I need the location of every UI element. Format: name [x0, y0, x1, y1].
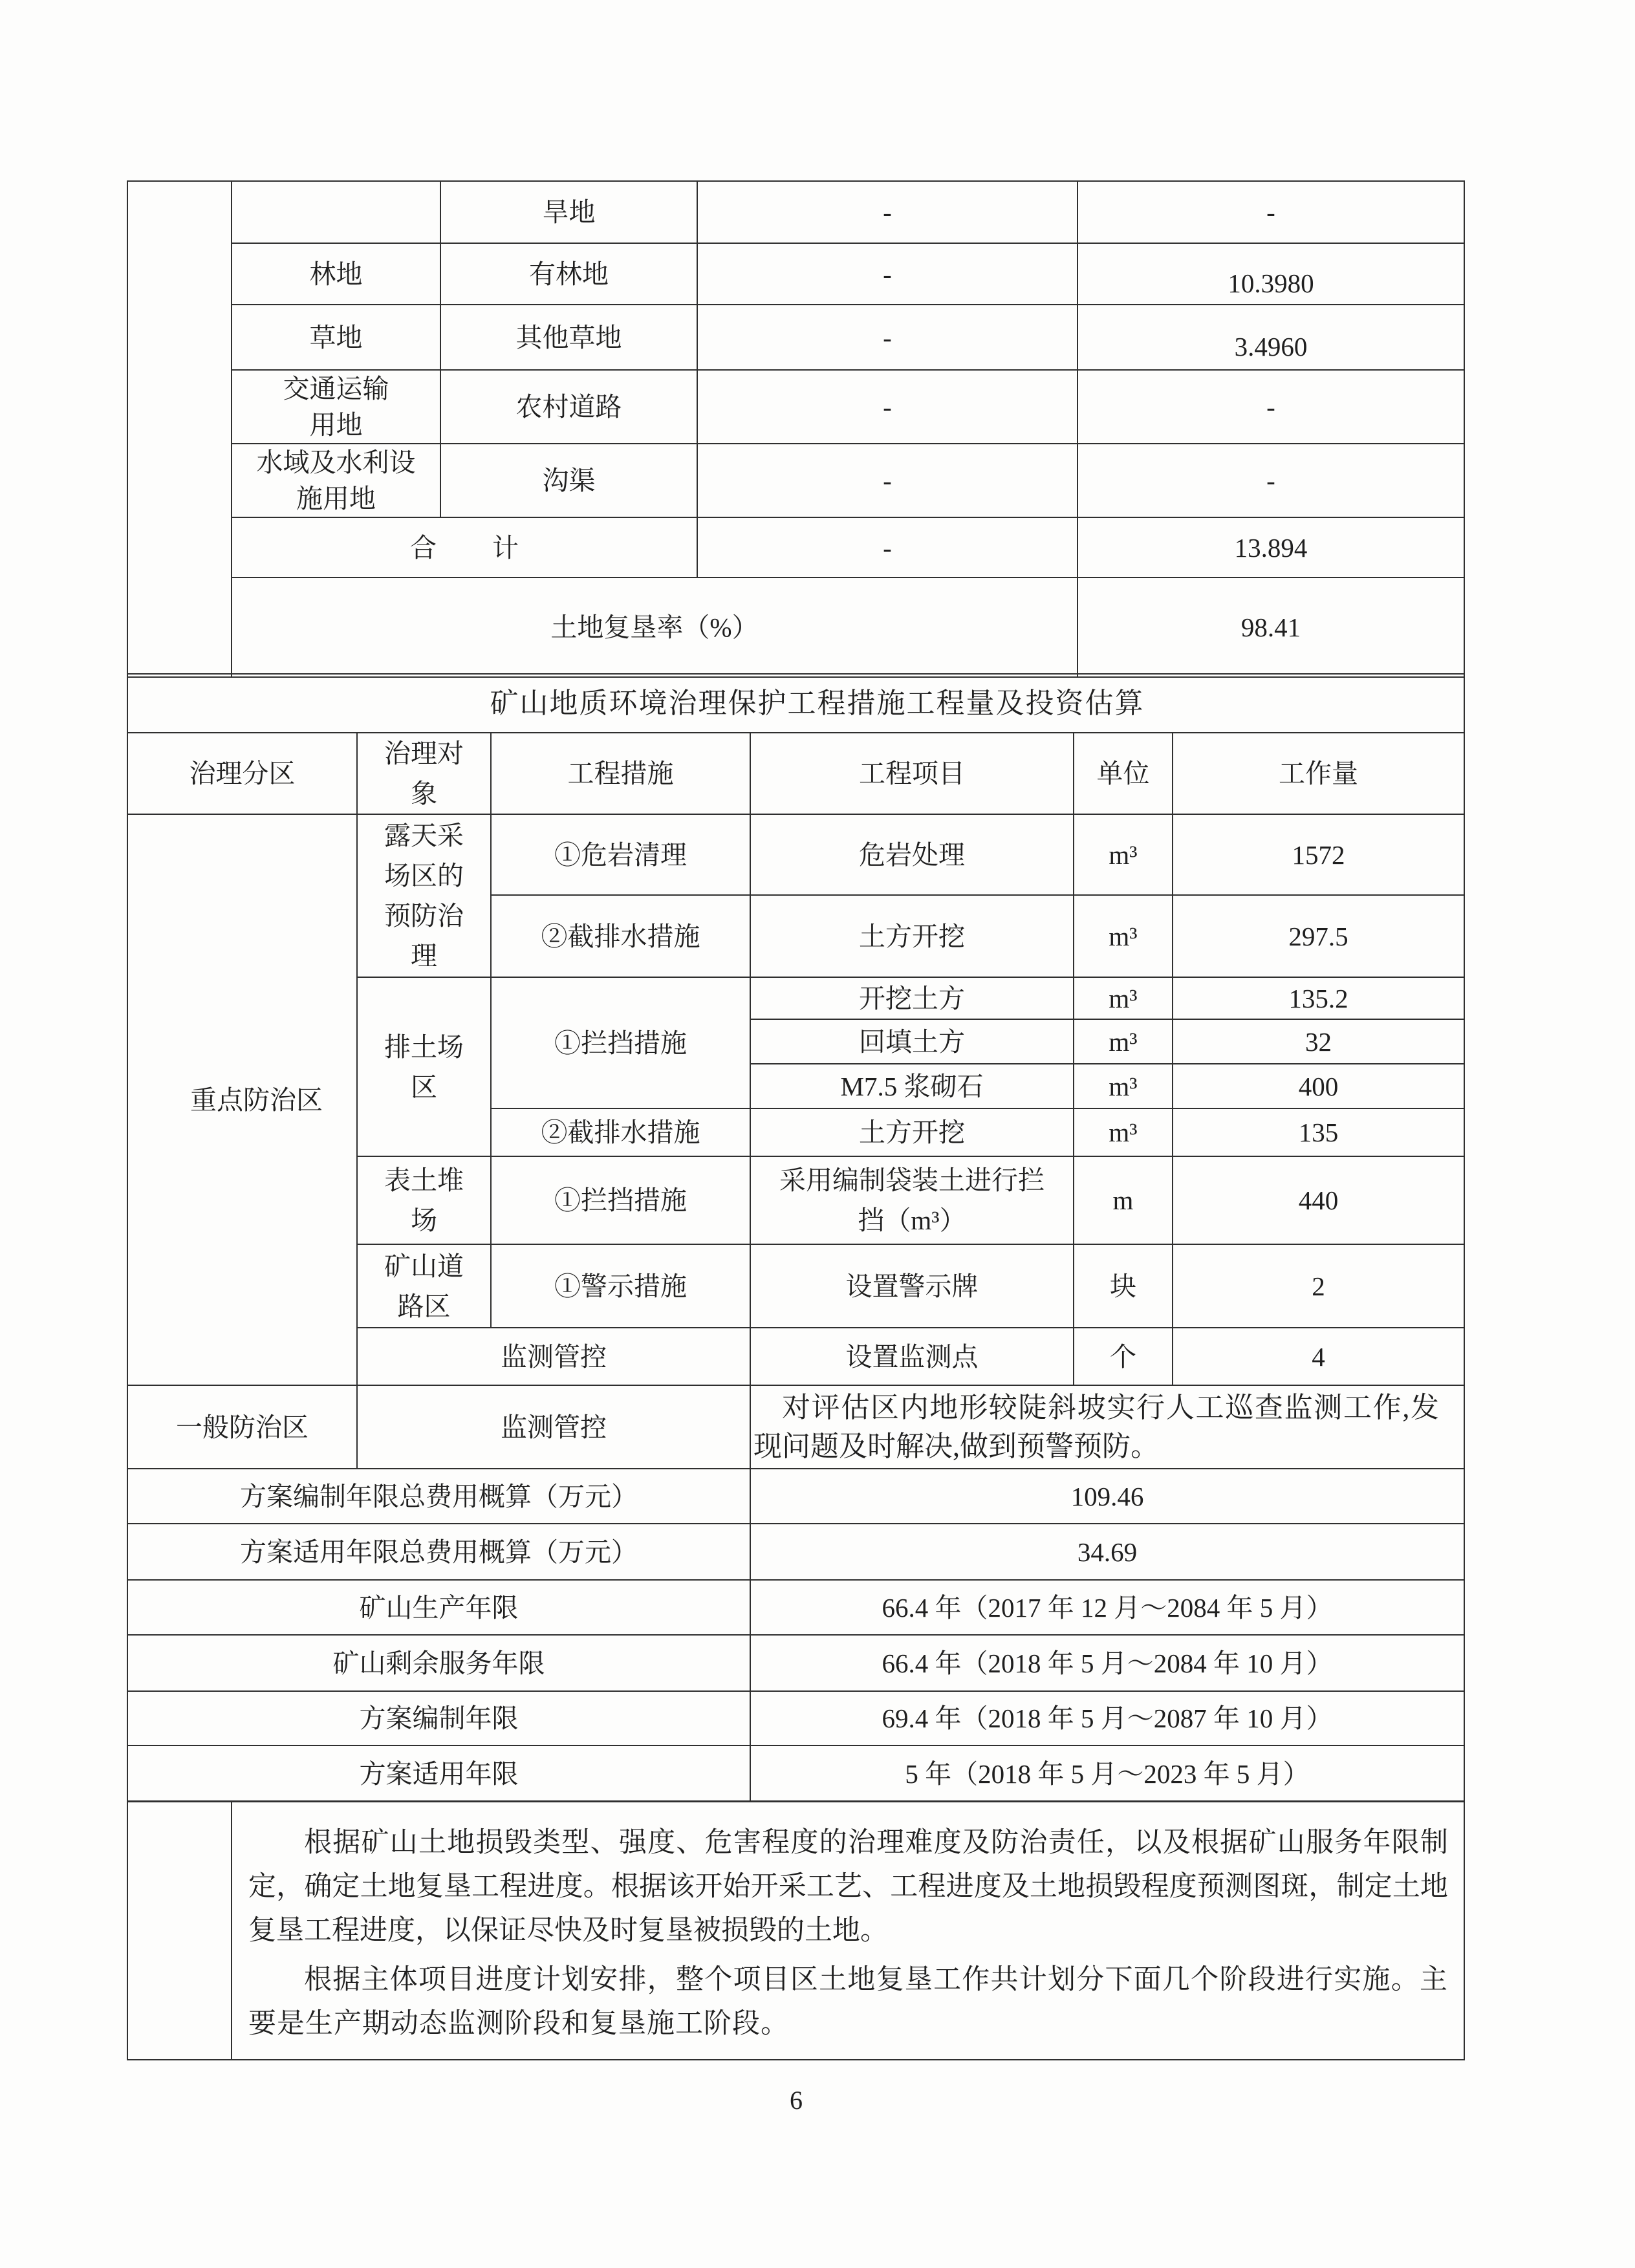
object-cell: 排土场区 [357, 977, 491, 1156]
land-total-value-a: - [697, 517, 1077, 578]
project-cell: 设置监测点 [750, 1328, 1074, 1385]
measure-cell: ①危岩清理 [491, 814, 750, 895]
land-total-value-b: 13.894 [1077, 517, 1464, 578]
object-cell: 矿山道路区 [357, 1244, 491, 1328]
header-measure: 工程措施 [491, 733, 750, 814]
project-cell: 土方开挖 [750, 895, 1074, 977]
summary-value: 69.4 年（2018 年 5 月～2087 年 10 月） [750, 1691, 1464, 1745]
unit-cell: m³ [1074, 895, 1173, 977]
header-project: 工程项目 [750, 733, 1074, 814]
summary-label: 方案编制年限总费用概算（万元） [127, 1469, 750, 1524]
land-total-label: 合 计 [232, 517, 697, 578]
land-subcategory-cell: 有林地 [440, 243, 697, 305]
summary-label: 矿山生产年限 [127, 1580, 750, 1635]
unit-cell: m³ [1074, 814, 1173, 895]
key-zone-cell: 重点防治区 [127, 814, 357, 1385]
schedule-table [127, 1800, 1465, 2060]
quantity-cell: 4 [1173, 1328, 1464, 1385]
reclamation-rate-value: 98.41 [1077, 578, 1464, 677]
table-row [127, 1745, 1464, 1802]
unit-cell: m³ [1074, 1108, 1173, 1156]
land-category-cell: 水域及水利设施用地 [232, 444, 440, 517]
quantity-cell: 135.2 [1173, 977, 1464, 1019]
measure-cell: ②截排水措施 [491, 895, 750, 977]
summary-value: 66.4 年（2017 年 12 月～2084 年 5 月） [750, 1580, 1464, 1635]
schedule-left-blank-cell [127, 1801, 232, 2060]
land-value-a-cell: - [697, 243, 1077, 305]
project-cell: 危岩处理 [750, 814, 1074, 895]
land-subcategory-cell: 农村道路 [440, 370, 697, 444]
land-value-b-cell: 3.4960 [1077, 305, 1464, 370]
unit-cell: m [1074, 1156, 1173, 1244]
schedule-paragraph: 根据矿山土地损毁类型、强度、危害程度的治理难度及防治责任，以及根据矿山服务年限制定，确定土地复垦工程进度。根据该开始开采工艺、工程进度及土地损毁程度预测图斑，制定土地复垦工程进度，以保证尽快及时复垦被损毁的土地。 [248, 1828, 1448, 1946]
land-subcategory-cell: 沟渠 [440, 444, 697, 517]
land-value-a-cell: - [697, 181, 1077, 243]
quantity-cell: 1572 [1173, 814, 1464, 895]
header-zone: 治理分区 [127, 733, 357, 814]
land-value-a-cell: - [697, 305, 1077, 370]
project-cell: 回填土方 [750, 1019, 1074, 1064]
quantity-cell: 135 [1173, 1108, 1464, 1156]
table-row [127, 814, 1464, 895]
table-row [127, 733, 1464, 814]
project-cell: 采用编制袋装土进行拦挡（m³） [750, 1156, 1074, 1244]
table-row [127, 517, 1464, 578]
quantity-cell: 400 [1173, 1064, 1464, 1108]
land-category-cell: 林地 [232, 243, 440, 305]
table-row [127, 1580, 1464, 1635]
land-use-table [127, 180, 1465, 678]
unit-cell: m³ [1074, 1019, 1173, 1064]
project-cell: 土方开挖 [750, 1108, 1074, 1156]
quantity-cell: 32 [1173, 1019, 1464, 1064]
land-value-b-cell: - [1077, 370, 1464, 444]
table-row [127, 1691, 1464, 1745]
project-cell: M7.5 浆砌石 [750, 1064, 1074, 1108]
land-category-cell [232, 181, 440, 243]
summary-label: 方案适用年限总费用概算（万元） [127, 1524, 750, 1580]
schedule-text-cell [232, 1801, 1464, 2060]
summary-value: 66.4 年（2018 年 5 月～2084 年 10 月） [750, 1635, 1464, 1691]
project-cell: 设置警示牌 [750, 1244, 1074, 1328]
table-row [127, 1385, 1464, 1469]
summary-value: 34.69 [750, 1524, 1464, 1580]
land-value-b-cell: 10.3980 [1077, 243, 1464, 305]
table-row [127, 444, 1464, 517]
quantity-cell: 297.5 [1173, 895, 1464, 977]
table-row [127, 674, 1464, 733]
general-description-cell: 对评估区内地形较陡斜坡实行人工巡查监测工作,发现问题及时解决,做到预警预防。 [750, 1385, 1464, 1469]
works-title: 矿山地质环境治理保护工程措施工程量及投资估算 [127, 674, 1464, 733]
measure-cell: ①拦挡措施 [491, 1156, 750, 1244]
land-category-cell: 交通运输用地 [232, 370, 440, 444]
unit-cell: m³ [1074, 977, 1173, 1019]
header-quantity: 工作量 [1173, 733, 1464, 814]
general-measure-cell: 监测管控 [357, 1385, 750, 1469]
table-row [127, 305, 1464, 370]
land-category-cell: 草地 [232, 305, 440, 370]
quantity-cell: 2 [1173, 1244, 1464, 1328]
table-row [127, 1801, 1464, 2060]
summary-value: 5 年（2018 年 5 月～2023 年 5 月） [750, 1745, 1464, 1802]
measure-cell: ②截排水措施 [491, 1108, 750, 1156]
table-row [127, 1524, 1464, 1580]
land-table-left-blank-cell [127, 181, 232, 677]
table-row [127, 1635, 1464, 1691]
object-cell: 露天采场区的预防治理 [357, 814, 491, 977]
land-value-a-cell: - [697, 370, 1077, 444]
unit-cell: m³ [1074, 1064, 1173, 1108]
land-value-b-cell: - [1077, 181, 1464, 243]
unit-cell: 块 [1074, 1244, 1173, 1328]
table-row [127, 578, 1464, 677]
measure-cell: ①拦挡措施 [491, 977, 750, 1108]
summary-label: 矿山剩余服务年限 [127, 1635, 750, 1691]
table-row [127, 181, 1464, 243]
summary-label: 方案适用年限 [127, 1745, 750, 1802]
land-subcategory-cell: 其他草地 [440, 305, 697, 370]
land-value-b-cell: - [1077, 444, 1464, 517]
general-zone-cell: 一般防治区 [127, 1385, 357, 1469]
schedule-paragraph: 根据主体项目进度计划安排，整个项目区土地复垦工作共计划分下面几个阶段进行实施。主要是生产期动态监测阶段和复垦施工阶段。 [248, 1965, 1448, 2039]
unit-cell: 个 [1074, 1328, 1173, 1385]
summary-value: 109.46 [750, 1469, 1464, 1524]
table-row [127, 370, 1464, 444]
project-cell: 开挖土方 [750, 977, 1074, 1019]
quantity-cell: 440 [1173, 1156, 1464, 1244]
land-value-a-cell: - [697, 444, 1077, 517]
table-row [127, 243, 1464, 305]
header-object: 治理对象 [357, 733, 491, 814]
header-unit: 单位 [1074, 733, 1173, 814]
page-number: 6 [790, 2086, 803, 2115]
monitoring-cell: 监测管控 [357, 1328, 750, 1385]
object-cell: 表土堆场 [357, 1156, 491, 1244]
table-row [127, 1469, 1464, 1524]
measure-cell: ①警示措施 [491, 1244, 750, 1328]
reclamation-rate-label: 土地复垦率（%） [232, 578, 1077, 677]
works-table [127, 673, 1465, 1802]
land-subcategory-cell: 旱地 [440, 181, 697, 243]
summary-label: 方案编制年限 [127, 1691, 750, 1745]
